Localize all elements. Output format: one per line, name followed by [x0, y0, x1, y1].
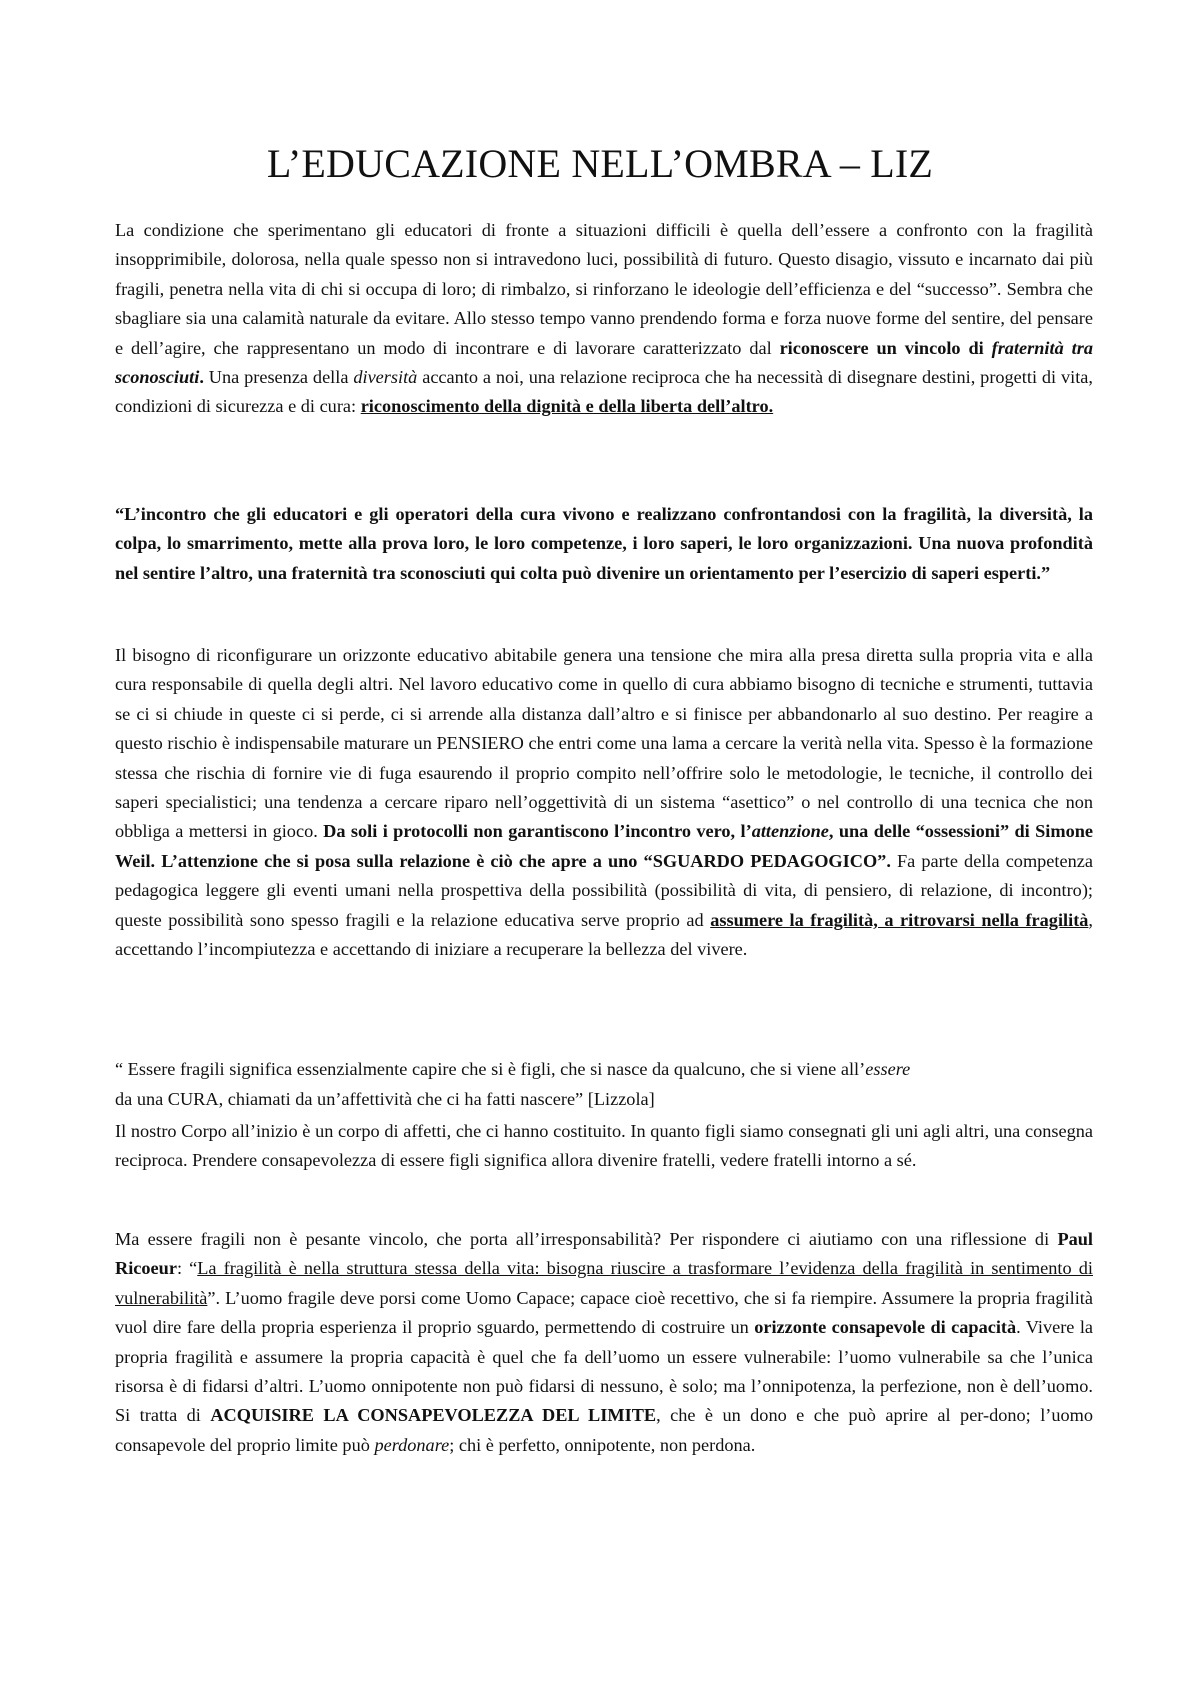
- bold-underlined-phrase: assumere la fragilità, a ritrovarsi nella fragilità: [710, 909, 1089, 930]
- bold-italic-word: attenzione: [751, 821, 829, 842]
- document-title: L’EDUCAZIONE NELL’OMBRA – LIZ: [266, 141, 934, 186]
- quote-line-1: [115, 1055, 1093, 1084]
- bold-name: Paul Ricoeur: [115, 1229, 1093, 1279]
- text-run: La condizione che sperimentano gli educatori di fronte a situazioni difficili è quella dell’essere a confronto con la fragilità insopprimibile, dolorosa, nella quale spesso non si intravedono luci, possibilità di futuro. Questo disagio, vissuto e incarnato dai più fragili, penetra nella vita di chi si occupa di loro; di rimbalzo, si rinforzano le ideologie dell’efficienza e del “successo”. Sembra che sbagliare sia una calamità naturale da evitare. Allo stesso tempo vanno prendendo forma e forza nuove forme del sentire, del pensare e dell’agire, che rappresentano un modo di incontrare e di lavorare caratterizzato dal: [115, 220, 1093, 358]
- text-run: , accettando l’incompiutezza e accettando di iniziare a recuperare la bellezza del vivere.: [115, 909, 1093, 960]
- bold-phrase: orizzonte consapevole di capacità: [754, 1317, 1017, 1338]
- text-run: ”. L’uomo fragile deve porsi come Uomo Capace; capace cioè recettivo, che si fa riempire. Assumere la propria fragilità vuol dire fare della propria esperienza il proprio sguardo, permettendo di costruire un: [115, 1287, 1093, 1338]
- quote-line-2: da una CURA, chiamati da un’affettività che ci ha fatti nascere” [Lizzola]: [115, 1089, 655, 1109]
- bold-period: .: [199, 367, 204, 388]
- italic-word: perdonare: [374, 1434, 450, 1455]
- bold-phrase: riconoscere un vincolo di: [779, 337, 992, 358]
- text-run: Fa parte della competenza pedagogica leggere gli eventi umani nella prospettiva della possibilità (possibilità di vita, di pensiero, di relazione, di incontro); queste possibilità sono spesso fragili e la relazione educativa serve proprio ad: [115, 850, 1093, 930]
- bold-underlined-phrase: riconoscimento della dignità e della liberta dell’altro.: [360, 396, 774, 417]
- text-run: “ Essere fragili significa essenzialmente capire che si è figli, che si nasce da qualcuno, che si viene all’: [115, 1059, 866, 1079]
- italic-word: essere: [865, 1059, 911, 1079]
- bold-italic-phrase: fraternità tra sconosciuti: [115, 337, 1093, 388]
- bold-phrase: , una delle “ossessioni” di Simone Weil. L’attenzione che si posa sulla relazione è ciò che apre a uno “SGUARDO PEDAGOGICO”.: [115, 821, 1094, 871]
- text-run: . Vivere la propria fragilità e assumere la propria capacità è quel che fa dell’uomo un essere vulnerabile: l’uomo vulnerabile sa che l’unica risorsa è di fidarsi d’altri. L’uomo onnipotente non può fidarsi di nessuno, è solo; ma l’onnipotenza, la perfezione, non è dell’uomo. Si tratta di: [115, 1317, 1094, 1426]
- paragraph-quote: “L’incontro che gli educatori e gli operatori della cura vivono e realizzano confrontandosi con la fragilità, la diversità, la colpa, lo smarrimento, mette alla prova loro, le loro competenze, i loro saperi, le loro organizzazioni. Una nuova profondità nel sentire l’altro, una fraternità tra sconosciuti qui colta può divenire un orientamento per l’esercizio di saperi esperti.”: [115, 504, 1093, 583]
- text-run: Ma essere fragili non è pesante vincolo, che porta all’irresponsabilità? Per rispondere ci aiutiamo con una riflessione di: [115, 1229, 1058, 1249]
- underlined-quote: La fragilità è nella struttura stessa della vita: bisogna riuscire a trasformare l’evidenza della fragilità in sentimento di vulnerabilità: [115, 1258, 1094, 1308]
- italic-word: diversità: [353, 367, 418, 388]
- paragraph-main: [115, 641, 1093, 964]
- text-run: ; chi è perfetto, onnipotente, non perdona.: [449, 1434, 756, 1455]
- text-run: Il bisogno di riconfigurare un orizzonte educativo abitabile genera una tensione che mira alla presa diretta sulla propria vita e alla cura responsabile di quella degli altri. Nel lavoro educativo come in quello di cura abbiamo bisogno di tecniche e strumenti, tuttavia se ci si chiude in queste ci si perde, ci si arrende alla distanza dall’altro e si finisce per abbandonarlo al suo destino. Per reagire a questo rischio è indispensabile maturare un PENSIERO che entri come una lama a cercare la verità nella vita. Spesso è la formazione stessa che rischia di fornire vie di fuga esaurendo il proprio compito nell’offrire solo le metodologie, le tecniche, il controllo dei saperi specialistici; una tendenza a cercare riparo nell’oggettività di un sistema “asettico” o nel controllo di una tecnica che non obbliga a mettersi in gioco.: [115, 645, 1093, 842]
- text-run: Una presenza della: [203, 367, 354, 388]
- text-run: : “: [176, 1258, 198, 1279]
- text-run: , che è un dono e che può aprire al per-dono; l’uomo consapevole del proprio limite può: [115, 1405, 1094, 1455]
- text-run: accanto a noi, una relazione reciproca che ha necessità di disegnare destini, progetti di vita, condizioni di sicurezza e di cura:: [115, 367, 1093, 417]
- bold-phrase: Da soli i protocolli non garantiscono l’incontro vero, l’: [323, 821, 752, 842]
- bold-caps-phrase: ACQUISIRE LA CONSAPEVOLEZZA DEL LIMITE: [210, 1405, 657, 1426]
- paragraph-intro: [115, 216, 1093, 422]
- paragraph-body: Il nostro Corpo all’inizio è un corpo di affetti, che ci hanno costituito. In quanto figli siamo consegnati gli uni agli altri, una consegna reciproca. Prendere consapevolezza di essere figli significa allora divenire fratelli, vedere fratelli intorno a sé.: [115, 1121, 1093, 1171]
- paragraph-ricoeur: [115, 1225, 1093, 1460]
